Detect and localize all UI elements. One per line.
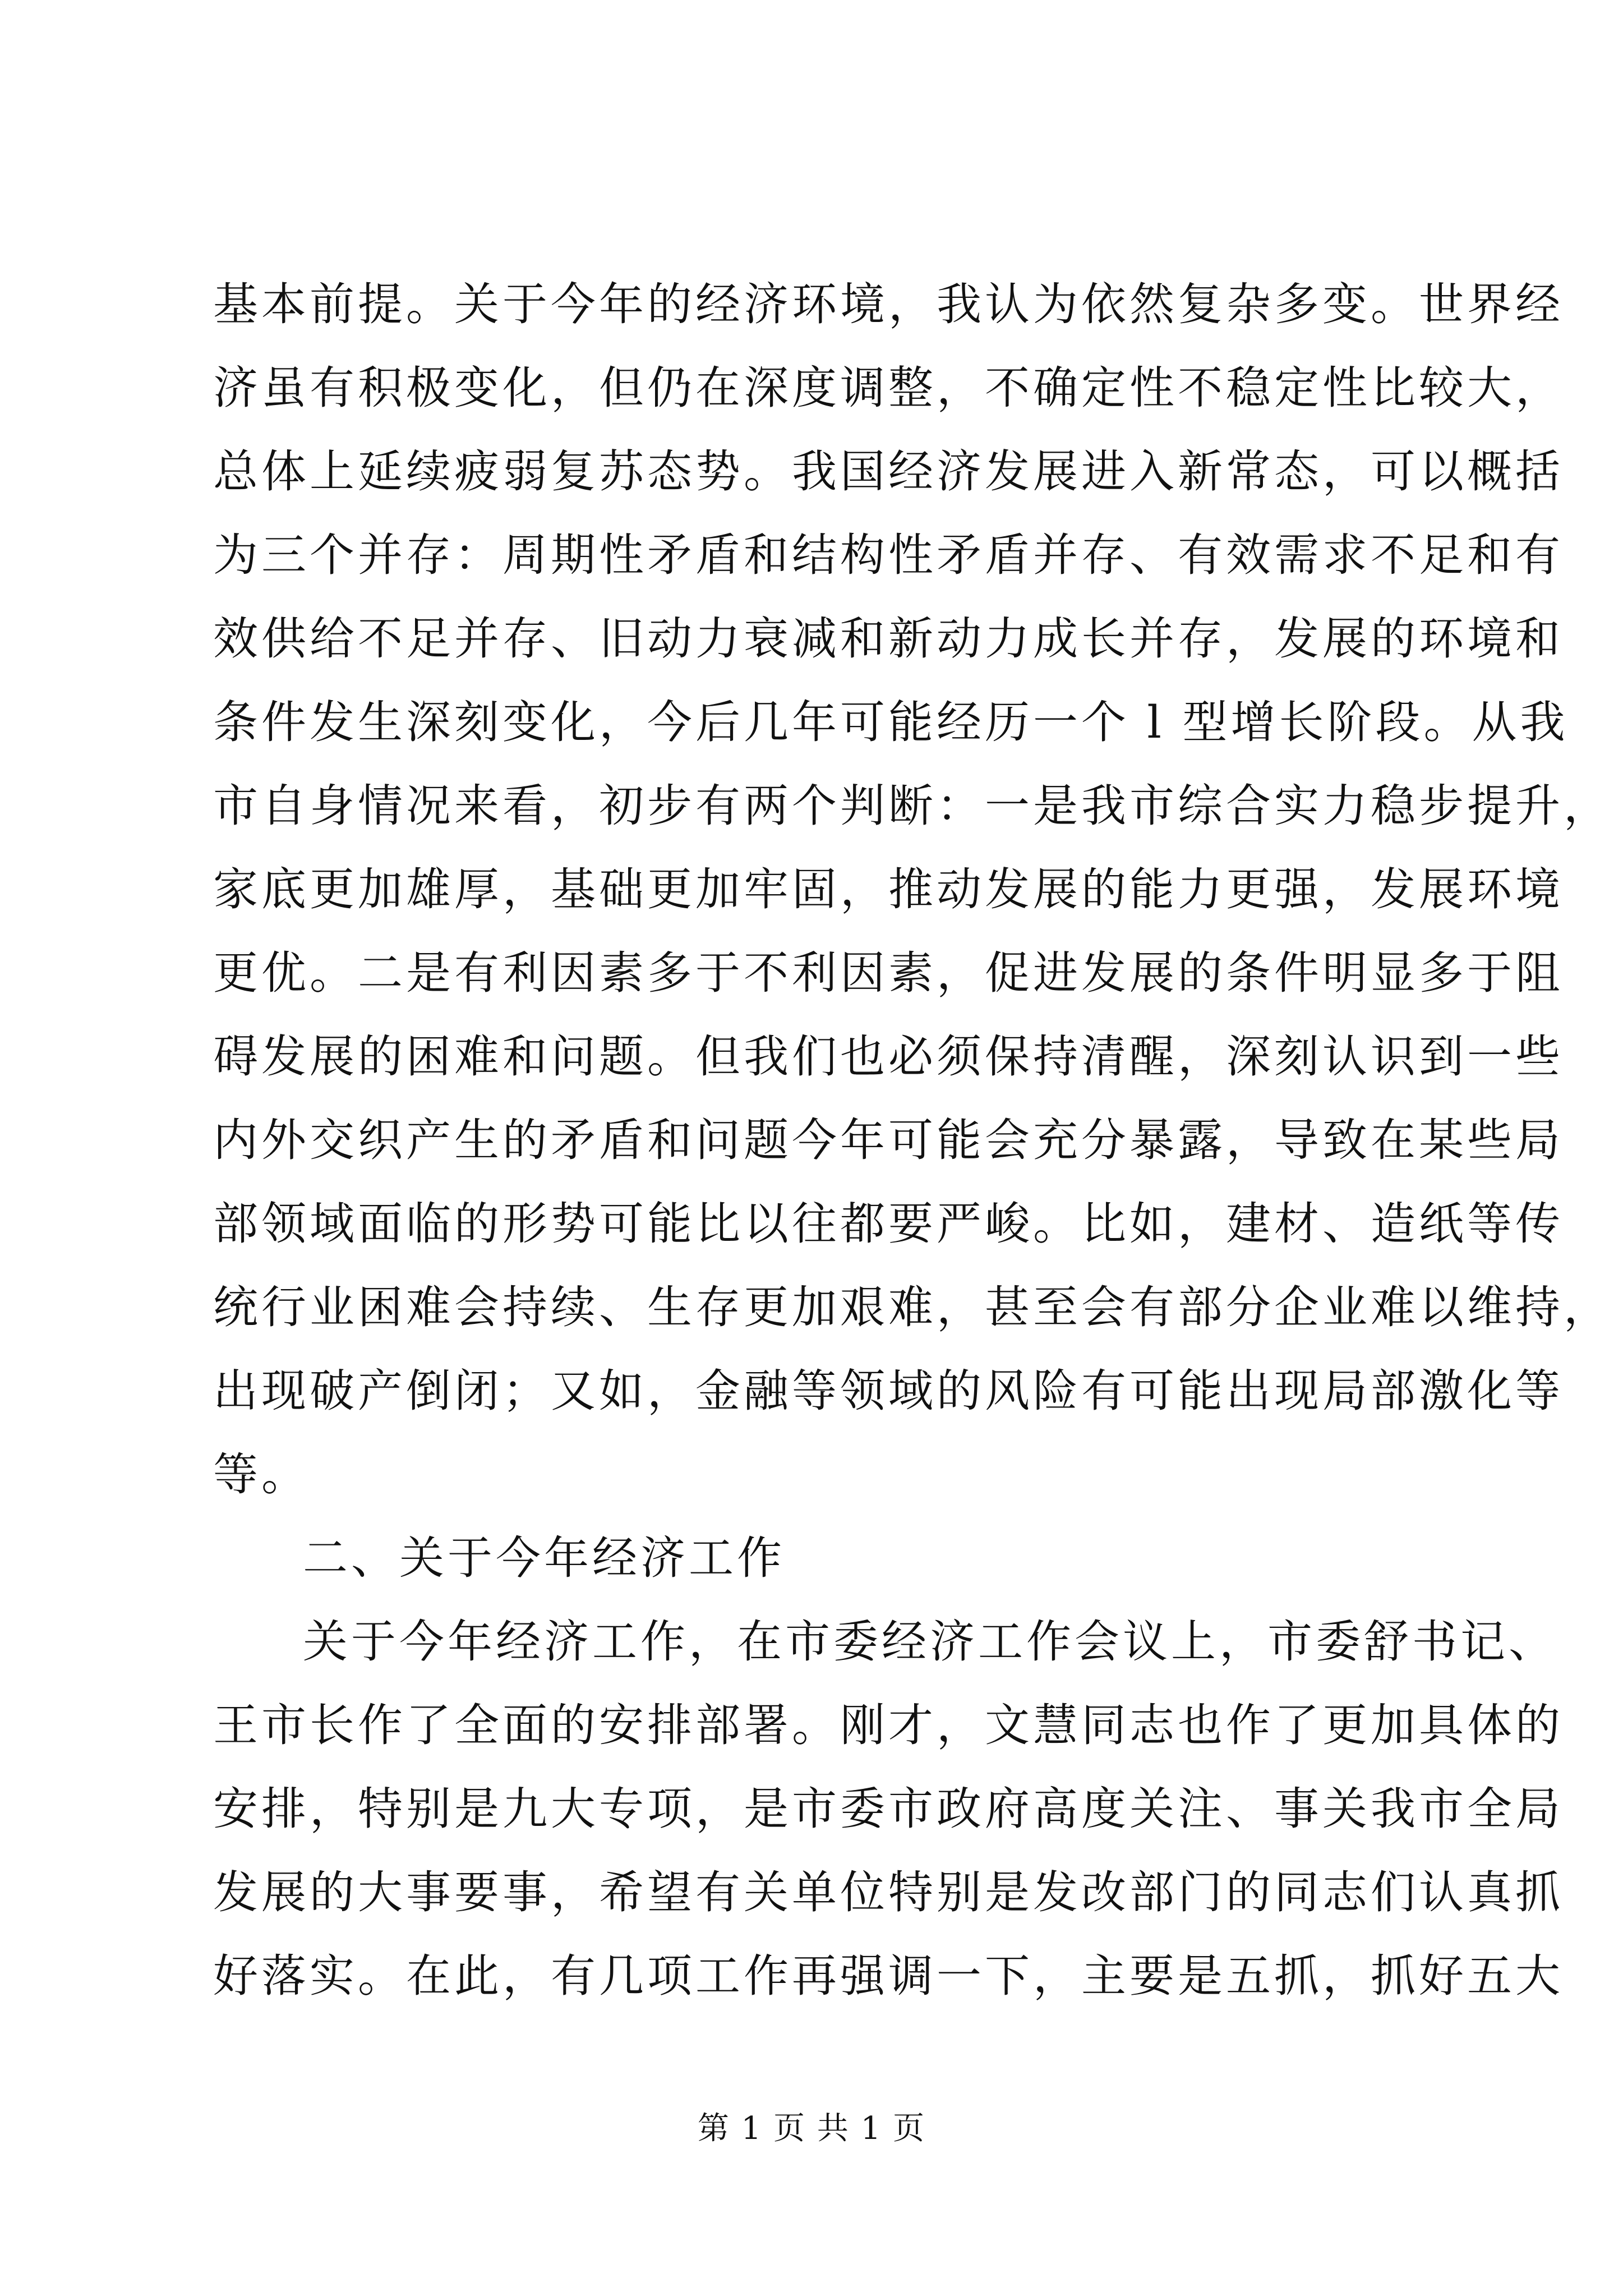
- body-line: 效供给不足并存、旧动力衰减和新动力成长并存，发展的环境和: [213, 613, 1564, 665]
- body-line: 等。: [213, 1448, 310, 1501]
- body-line: 市自身情况来看，初步有两个判断：一是我市综合实力稳步提升，: [213, 780, 1612, 832]
- body-line: 碍发展的困难和问题。但我们也必须保持清醒，深刻认识到一些: [213, 1030, 1564, 1083]
- document-body: [213, 263, 1612, 2018]
- page-footer: 第 1 页 共 1 页: [697, 2110, 926, 2147]
- body-line: 总体上延续疲弱复苏态势。我国经济发展进入新常态，可以概括: [213, 445, 1564, 498]
- body-line: 出现破产倒闭；又如，金融等领域的风险有可能出现局部激化等: [213, 1365, 1564, 1417]
- body-line: 安排，特别是九大专项，是市委市政府高度关注、事关我市全局: [213, 1783, 1564, 1835]
- body-line: 家底更加雄厚，基础更加牢固，推动发展的能力更强，发展环境: [213, 863, 1564, 915]
- body-line: 内外交织产生的矛盾和问题今年可能会充分暴露，导致在某些局: [213, 1114, 1564, 1166]
- body-line: 济虽有积极变化，但仍在深度调整，不确定性不稳定性比较大，: [213, 362, 1564, 414]
- body-line: 部领域面临的形势可能比以往都要严峻。比如，建材、造纸等传: [213, 1198, 1564, 1250]
- body-line: 发展的大事要事，希望有关单位特别是发改部门的同志们认真抓: [213, 1866, 1564, 1918]
- body-line: 关于今年经济工作，在市委经济工作会议上，市委舒书记、: [303, 1616, 1557, 1668]
- body-line: 更优。二是有利因素多于不利因素，促进发展的条件明显多于阻: [213, 947, 1564, 999]
- body-line: 为三个并存：周期性矛盾和结构性矛盾并存、有效需求不足和有: [213, 529, 1564, 581]
- body-line: 统行业困难会持续、生存更加艰难，甚至会有部分企业难以维持，: [213, 1281, 1612, 1333]
- body-line: 好落实。在此，有几项工作再强调一下，主要是五抓，抓好五大: [213, 1950, 1564, 2002]
- section-heading: 二、关于今年经济工作: [303, 1532, 785, 1584]
- body-line: 王市长作了全面的安排部署。刚才，文慧同志也作了更加具体的: [213, 1699, 1564, 1751]
- body-line: 条件发生深刻变化，今后几年可能经历一个 l 型增长阶段。从我: [213, 696, 1569, 748]
- body-line: 基本前提。关于今年的经济环境，我认为依然复杂多变。世界经: [213, 278, 1564, 330]
